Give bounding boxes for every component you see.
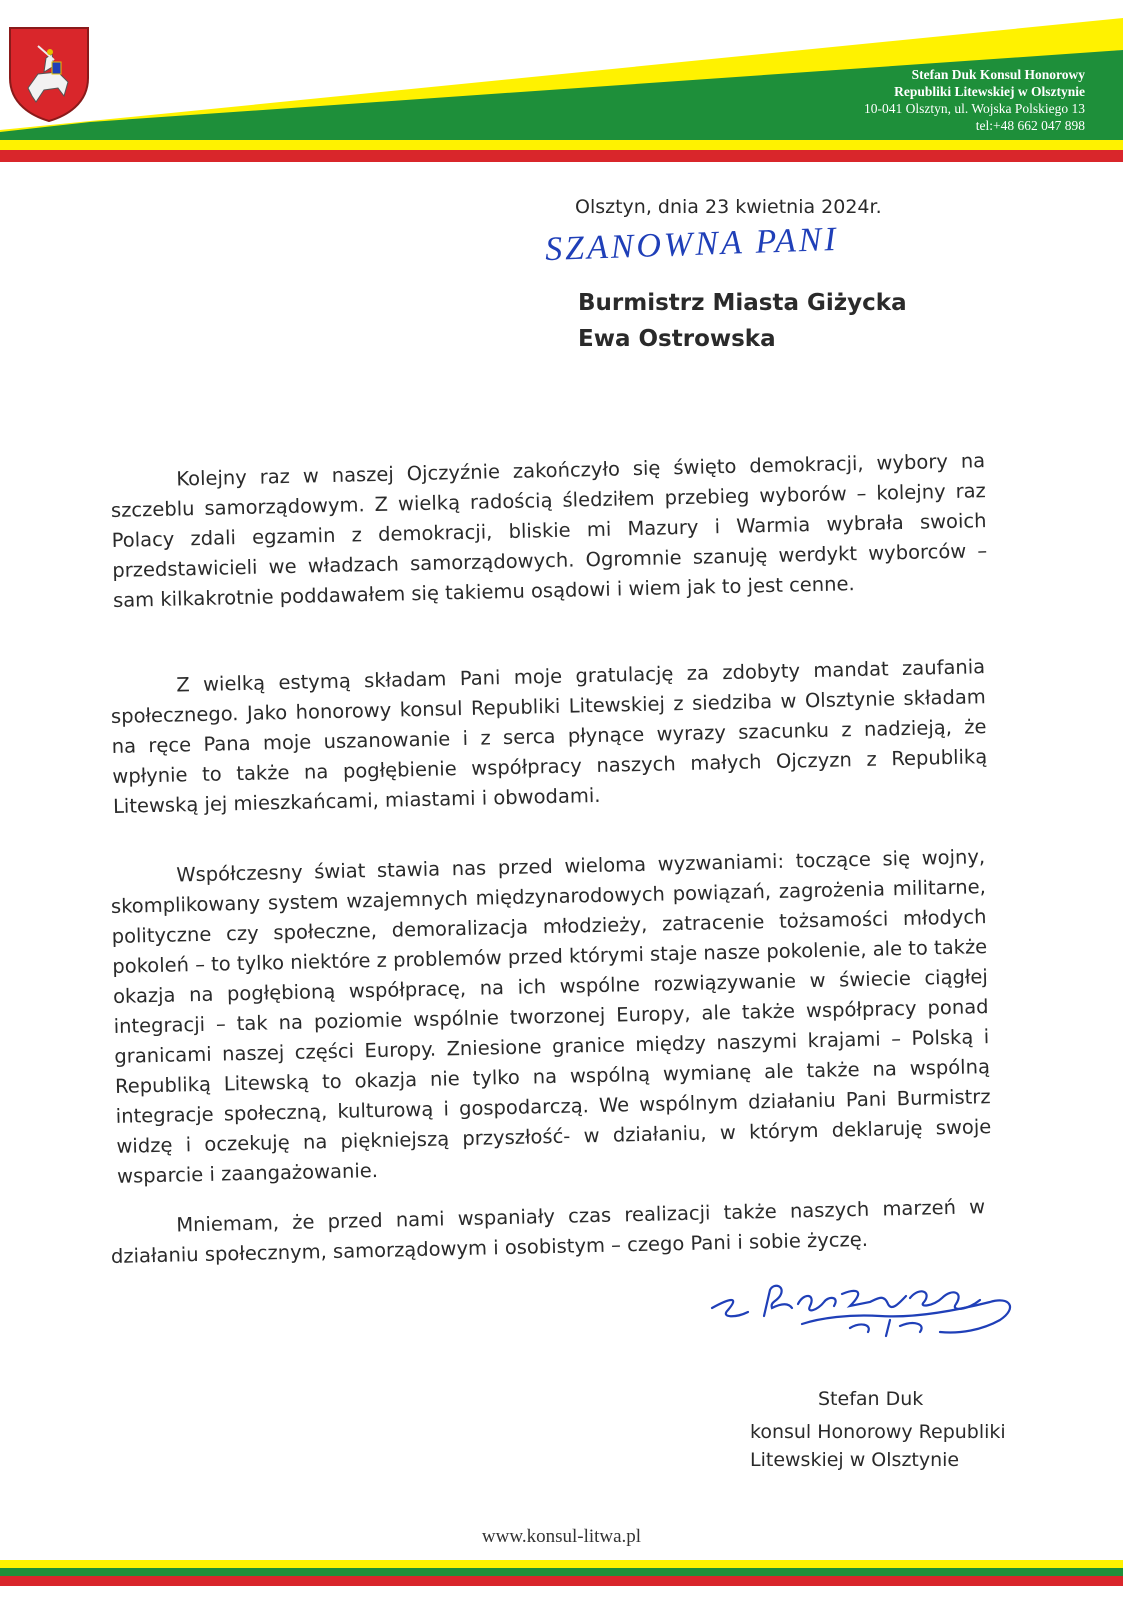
- footer-website-link[interactable]: www.konsul-litwa.pl: [481, 1526, 642, 1547]
- signatory-role: [750, 1418, 1006, 1474]
- signatory-role-line-2: Litewskiej w Olsztynie: [750, 1449, 960, 1471]
- paragraph-1-text: Kolejny raz w naszej Ojczyźnie zakończyło się święto demokracji, wybory na szczeblu samorządowym. Z wielką radością śledziłem przebieg wyborów – kolejny raz Polacy zdali egzamin z demokracji, bliskie mi Mazury i Warmia wybrała swoich przedstawicieli we władzach samorządowych. Ogromnie szanuję werdykt wyborców – sam kilkakrotnie poddawałem się takiemu osądowi i wiem jak to jest cenne.: [110, 449, 988, 612]
- letterhead-line-1: Stefan Duk Konsul Honorowy: [911, 67, 1085, 82]
- paragraph-1: [110, 446, 988, 616]
- paragraph-2: [110, 652, 988, 822]
- consul-letterhead: [864, 66, 1085, 134]
- paragraph-2-text: Z wielką estymą składam Pani moje gratulację za zdobyty mandat zaufania społecznego. Jako honorowy konsul Republiki Litewskiej z siedziba w Olsztynie składam na ręce Pana moje uszanowanie i z serca płynące wyrazy szacunku z nadzieją, że wpłynie to także na pogłębienie współpracy naszych małych Ojczyzn z Republiką Litewską jej mieszkańcami, miastami i obwodami.: [110, 655, 988, 818]
- paragraph-4-text: Mniemam, że przed nami wspaniały czas realizacji także naszych marzeń w działaniu społecznym, samorządowym i osobistym – czego Pani i sobie życzę.: [110, 1195, 986, 1268]
- footer-tricolor-band: [0, 1552, 1123, 1600]
- letterhead-phone: tel:+48 662 047 898: [975, 118, 1085, 133]
- paragraph-3-text: Współczesny świat stawia nas przed wieloma wyzwaniami: toczące się wojny, skomplikowany system wzajemnych międzynarodowych powiązań, zagrożenia militarne, polityczne czy społeczne, demoralizacja młodzieży, zatracenie tożsamości młodych pokoleń – to tylko niektóre z problemów przed którymi staje nasze pokolenie, ale to także okazja na pogłębioną współpracę, na ich wspólne rozwiązywanie w świecie ciągłej integracji – tak na poziomie wspólnie tworzonej Europy, ale także współpracy ponad granicami naszej części Europy. Zniesione granice między naszymi krajami – Polską i Republiką Litewską to okazja nie tylko na wspólną wymianę ale także na wspólną integracje społeczną, kulturową i gospodarczą. We wspólnym działaniu Pani Burmistrz widzę i oczekuję na piękniejszą przyszłość- w działaniu, w którym deklaruję swoje wsparcie i zaangażowanie.: [110, 845, 992, 1188]
- recipient-name: Ewa Ostrowska: [578, 326, 776, 352]
- lithuanian-coat-of-arms-icon: [8, 26, 90, 122]
- handwritten-signature: [700, 1268, 1030, 1358]
- letterhead-address: 10-041 Olsztyn, ul. Wojska Polskiego 13: [863, 101, 1085, 116]
- letterhead-line-2: Republiki Litewskiej w Olsztynie: [894, 84, 1085, 99]
- signatory-name: Stefan Duk: [818, 1388, 924, 1410]
- paragraph-4: [110, 1192, 986, 1272]
- letter-date: Olsztyn, dnia 23 kwietnia 2024r.: [575, 196, 882, 218]
- signatory-role-line-1: konsul Honorowy Republiki: [750, 1421, 1006, 1443]
- recipient-title: Burmistrz Miasta Giżycka: [578, 290, 907, 316]
- paragraph-3: [110, 842, 992, 1192]
- handwritten-salutation: SZANOWNA PANI: [544, 220, 840, 269]
